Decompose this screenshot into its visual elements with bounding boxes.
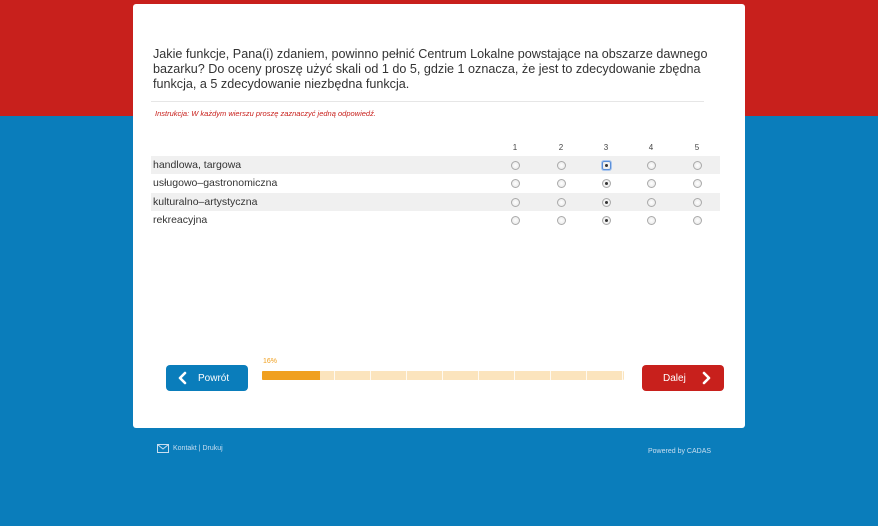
progress-tick — [406, 371, 407, 380]
radio-option-2[interactable] — [557, 198, 566, 207]
radio-option-1[interactable] — [511, 198, 520, 207]
row-label: usługowo–gastronomiczna — [153, 177, 278, 189]
radio-option-5[interactable] — [693, 216, 702, 225]
progress-tick — [442, 371, 443, 380]
row-label: handlowa, targowa — [153, 159, 242, 171]
scale-header-2: 2 — [558, 143, 564, 152]
question-divider — [151, 101, 704, 102]
radio-option-1[interactable] — [511, 179, 520, 188]
chevron-right-icon — [699, 371, 713, 385]
matrix-row — [151, 174, 720, 192]
radio-option-1[interactable] — [511, 216, 520, 225]
radio-option-5[interactable] — [693, 179, 702, 188]
radio-option-4[interactable] — [647, 179, 656, 188]
progress-tick — [514, 371, 515, 380]
radio-option-4[interactable] — [647, 216, 656, 225]
radio-option-2[interactable] — [557, 161, 566, 170]
progress-tick — [550, 371, 551, 380]
scale-header-4: 4 — [648, 143, 654, 152]
progress-tick — [622, 371, 623, 380]
scale-header-3: 3 — [603, 143, 609, 152]
progress-fill — [262, 371, 320, 380]
matrix-row — [151, 193, 720, 211]
radio-option-2[interactable] — [557, 216, 566, 225]
chevron-left-icon — [176, 371, 190, 385]
matrix-row — [151, 211, 720, 229]
next-button-label: Dalej — [663, 372, 686, 384]
back-button[interactable] — [166, 365, 248, 391]
radio-option-3[interactable] — [602, 216, 611, 225]
radio-option-5[interactable] — [693, 198, 702, 207]
envelope-icon — [157, 444, 169, 453]
survey-card — [133, 4, 745, 428]
radio-option-5[interactable] — [693, 161, 702, 170]
back-button-label: Powrót — [198, 372, 230, 384]
progress-tick — [334, 371, 335, 380]
progress-percent: 16% — [263, 358, 278, 365]
radio-option-1[interactable] — [511, 161, 520, 170]
radio-option-3[interactable] — [602, 179, 611, 188]
radio-option-3[interactable] — [602, 161, 611, 170]
instruction-text: Instrukcja: W każdym wierszu proszę zaznaczyć jedną odpowiedź. — [155, 109, 376, 118]
progress-tick — [478, 371, 479, 380]
radio-option-2[interactable] — [557, 179, 566, 188]
scale-header-1: 1 — [512, 143, 518, 152]
matrix-row — [151, 156, 720, 174]
radio-option-3[interactable] — [602, 198, 611, 207]
row-label: rekreacyjna — [153, 214, 208, 226]
radio-option-4[interactable] — [647, 161, 656, 170]
progress-tick — [370, 371, 371, 380]
footer-links[interactable] — [157, 444, 223, 453]
progress-bar — [262, 371, 624, 380]
footer-links-text[interactable]: Kontakt | Drukuj — [173, 445, 223, 452]
scale-header-5: 5 — [694, 143, 700, 152]
question-text: Jakie funkcje, Pana(i) zdaniem, powinno pełnić Centrum Lokalne powstające na obszarze dawnego bazarku? Do oceny proszę użyć skali od 1 do 5, gdzie 1 oznacza, że jest to zdecydowanie zbędna funkcja, a 5 zdecydowanie niezbędna funkcja. — [153, 47, 708, 91]
powered-by: Powered by CADAS — [648, 448, 712, 455]
row-label: kulturalno–artystyczna — [153, 196, 258, 208]
next-button[interactable] — [642, 365, 724, 391]
radio-option-4[interactable] — [647, 198, 656, 207]
progress-tick — [586, 371, 587, 380]
